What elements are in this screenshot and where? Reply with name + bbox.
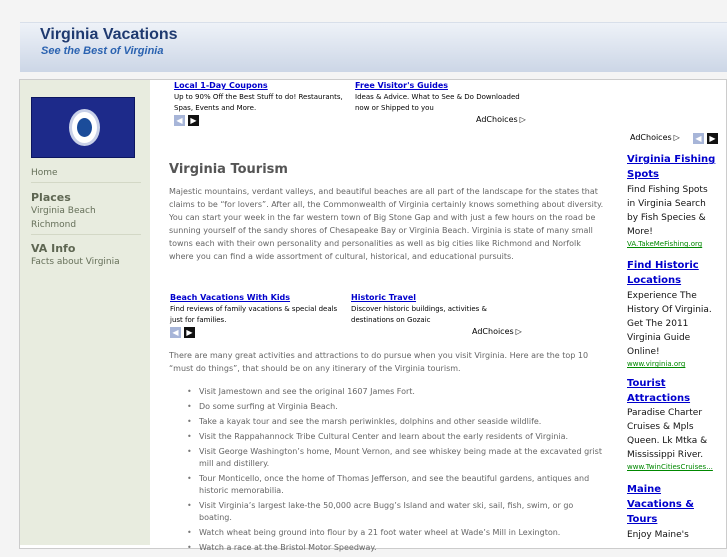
right-ad-2-title-line2[interactable]: Locations: [627, 275, 682, 286]
right-ad-1-desc-line: in Virginia Search: [627, 199, 706, 209]
top-ad-prev-button[interactable]: ◀: [174, 115, 185, 126]
mid-adchoices-link[interactable]: [472, 327, 522, 336]
right-ad-1-url[interactable]: VA.TakeMeFishing.org: [627, 240, 703, 248]
sidebar-link-facts[interactable]: Facts about Virginia: [31, 257, 120, 267]
list-intro-paragraph: There are many great activities and attractions to do pursue when you visit Virginia. Here are the top 10 “must do things”, that should be on any itinerary of the Virginia tourism.: [169, 351, 589, 373]
virginia-flag-image: [31, 97, 135, 158]
intro-paragraph: Majestic mountains, verdant valleys, and beautiful beaches are all part of the landscape for the states that claims to be “for lovers”. After all, the Commonwealth of Virginia certainly knows something about diversity. You can start your week in the far western town of Big Stone Gap and with just a few hours on the road be sunning yourself of the sandy shores of Chesapeake Bay or Virginia Beach. Virginia is state of many small towns each with their own personality and personalities as well as big cities like Richmond and Norfolk where you can find a wide assortment of cultural, historical, and educational pursuits.: [169, 187, 604, 261]
sidebar-divider: [31, 234, 141, 235]
sidebar-link-home[interactable]: Home: [31, 168, 58, 178]
top-adchoices-link[interactable]: [476, 115, 526, 124]
right-ad-2-title-line1[interactable]: Find Historic: [627, 260, 699, 271]
right-ad-2-desc-line: History Of Virginia.: [627, 305, 712, 315]
list-item: • Visit George Washington’s home, Mount Vernon, and see whiskey being made at the excavated grist mill and distillery.: [184, 446, 604, 470]
right-ad-3-desc-line: Paradise Charter: [627, 408, 703, 418]
right-ad-1-title-line2[interactable]: Spots: [627, 169, 659, 180]
top-ad-2-link[interactable]: Free Visitor's Guides: [355, 81, 449, 90]
mid-ad-2-link[interactable]: Historic Travel: [351, 293, 417, 302]
top-ad-1-link[interactable]: Local 1-Day Coupons: [174, 81, 268, 90]
right-adchoices-link[interactable]: [630, 133, 680, 142]
sidebar-link-virginia-beach[interactable]: Virginia Beach: [31, 206, 96, 216]
right-ad-3-url[interactable]: www.TwinCitiesCruises...: [627, 463, 713, 471]
right-ad-1-title-line1[interactable]: Virginia Fishing: [627, 154, 716, 165]
right-ad-3-title-line2[interactable]: Attractions: [627, 393, 691, 404]
list-item: • Do some surfing at Virginia Beach.: [184, 401, 604, 413]
right-ad-2-url[interactable]: www.virginia.org: [627, 360, 686, 368]
right-ad-prev-button[interactable]: ◀: [693, 133, 704, 144]
page-title: Virginia Tourism: [169, 162, 288, 177]
right-ad-4-title-line1[interactable]: Maine: [627, 484, 662, 495]
sidebar-divider: [31, 182, 141, 183]
sidebar-heading-places: Places: [31, 191, 71, 204]
right-ad-4-desc-line: Enjoy Maine's: [627, 530, 689, 540]
list-item: • Visit the Rappahannock Tribe Cultural Center and learn about the early residents of Virginia.: [184, 431, 604, 443]
right-ad-1-desc-line: More!: [627, 227, 653, 237]
right-ad-3-desc-line: Queen. Lk Mtka &: [627, 436, 708, 446]
adchoices-label: AdChoices: [472, 327, 514, 336]
right-ad-2-desc-line: Get The 2011: [627, 319, 689, 329]
list-item: • Tour Monticello, once the home of Thomas Jefferson, and see the beautiful gardens, antiques and historic memorabilia.: [184, 473, 604, 497]
list-item: • Visit Virginia’s largest lake-the 50,000 acre Bugg’s Island and water ski, sail, fish, swim, or go boating.: [184, 500, 604, 524]
site-tagline: See the Best of Virginia: [41, 45, 164, 57]
right-ad-2-desc-line: Online!: [627, 347, 660, 357]
list-item: • Watch a race at the Bristol Motor Speedway.: [184, 542, 604, 554]
top-ad-next-button[interactable]: ▶: [188, 115, 199, 126]
right-ad-4-title-line2[interactable]: Vacations &: [627, 499, 694, 510]
right-ad-1-desc-line: by Fish Species &: [627, 213, 706, 223]
right-ad-2-desc-line: Experience The: [627, 291, 697, 301]
right-ad-3-desc-line: Mississippi River.: [627, 450, 704, 460]
right-ad-1-desc-line: Find Fishing Spots: [627, 185, 708, 195]
list-item: • Take a kayak tour and see the marsh periwinkles, dolphins and other seaside wildlife.: [184, 416, 604, 428]
adchoices-icon: ▷: [515, 327, 522, 336]
site-title[interactable]: Virginia Vacations: [40, 26, 178, 43]
right-ad-next-button[interactable]: ▶: [707, 133, 718, 144]
mid-ad-next-button[interactable]: ▶: [184, 327, 195, 338]
list-item: • Watch wheat being ground into flour by a 21 foot water wheel at Wade’s Mill in Lexington.: [184, 527, 604, 539]
adchoices-icon: ▷: [673, 133, 680, 142]
right-ad-3-title-line1[interactable]: Tourist: [627, 378, 666, 389]
right-ad-4-title-line3[interactable]: Tours: [627, 514, 658, 525]
state-seal-icon: [69, 109, 100, 146]
adchoices-icon: ▷: [519, 115, 526, 124]
sidebar-heading-va-info: VA Info: [31, 242, 76, 255]
mid-ad-1-link[interactable]: Beach Vacations With Kids: [170, 293, 291, 302]
sidebar-link-richmond[interactable]: Richmond: [31, 220, 77, 230]
right-ad-3-desc-line: Cruises & Mpls: [627, 422, 694, 432]
mid-ad-1-description: Find reviews of family vacations & special deals just for families.: [170, 305, 338, 324]
list-item: • Visit Jamestown and see the original 1607 James Fort.: [184, 386, 604, 398]
right-ad-2-desc-line: Virginia Guide: [627, 333, 691, 343]
top-ad-1-description: Up to 90% Off the Best Stuff to do! Restaurants, Spas, Events and More.: [174, 93, 343, 112]
adchoices-label: AdChoices: [630, 133, 672, 142]
mid-ad-2-description: Discover historic buildings, activities & destinations on Gozaic: [351, 305, 487, 324]
adchoices-label: AdChoices: [476, 115, 518, 124]
top-ad-2-description: Ideas & Advice. What to See & Do Downloaded now or Shipped to you: [355, 93, 520, 112]
activities-list: [184, 386, 604, 557]
mid-ad-prev-button[interactable]: ◀: [170, 327, 181, 338]
